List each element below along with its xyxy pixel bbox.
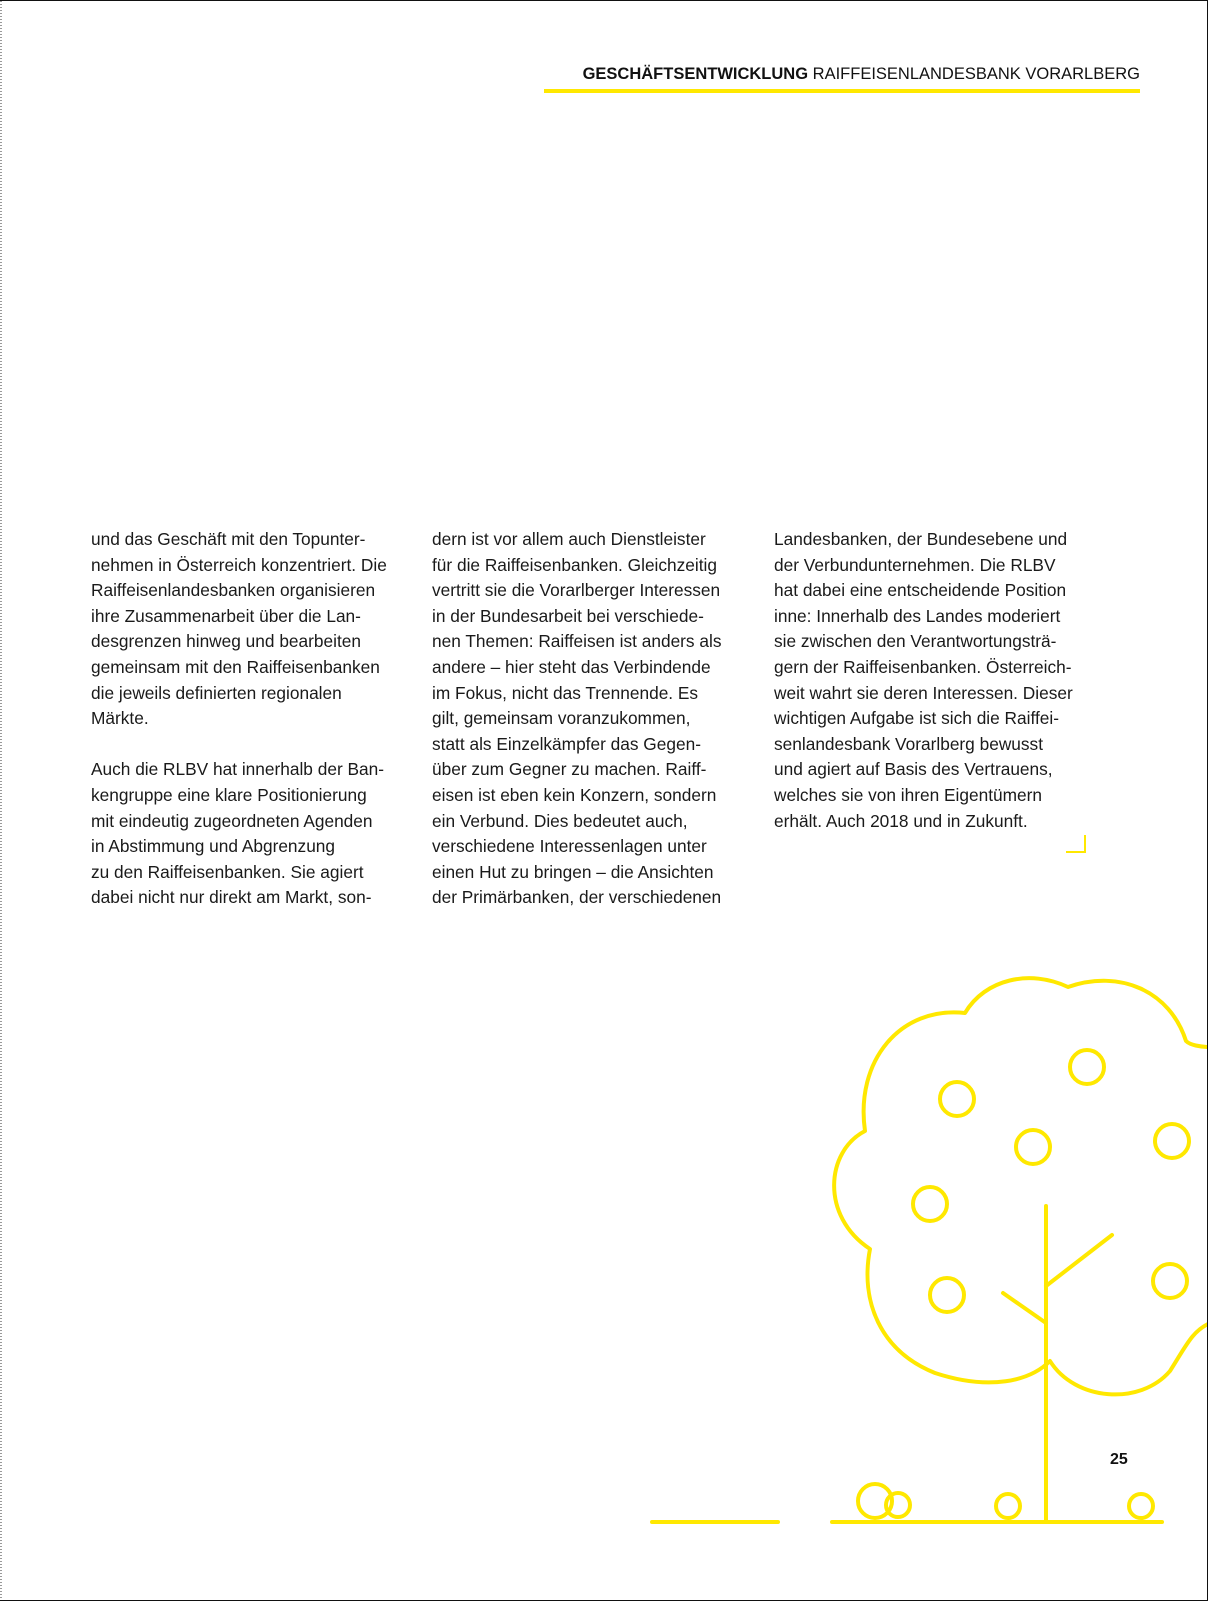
fruit-icon	[1070, 1050, 1104, 1084]
page-number: 25	[1110, 1451, 1128, 1468]
fruit-icon	[1153, 1264, 1187, 1298]
fallen-fruit-icon	[1129, 1494, 1153, 1518]
header-subtitle: RAIFFEISENLANDESBANK VORARLBERG	[812, 65, 1140, 83]
fallen-fruit-icon	[996, 1494, 1020, 1518]
paragraph: Auch die RLBV hat innerhalb der Ban- kengruppe eine klare Positionierung mit eindeutig zugeordneten Agenden in Abstimmung und Abgrenzung zu den Raiffeisenbanken. Sie agiert dabei nicht nur direkt am Markt, son-	[91, 759, 385, 908]
fruit-icon	[940, 1082, 974, 1116]
tree-branch-left	[1003, 1293, 1046, 1323]
tree-crown-outline	[834, 978, 1207, 1394]
paragraph: Landesbanken, der Bundesebene und der Verbundunternehmen. Die RLBV hat dabei eine entscheidende Position inne: Innerhalb des Landes moderiert sie zwischen den Verantwortungsträ- gern der Raiffeisenbanken. Österreich- weit wahrt sie deren Interessen. Dieser wichtigen Aufgabe ist sich die Raiffei- senlandesbank Vorarlberg bewusst und agiert auf Basis des Vertrauens, welches sie von ihren Eigentümern erhält. Auch 2018 und in Zukunft.	[774, 529, 1073, 831]
fruit-icon	[1155, 1124, 1189, 1158]
tree-branch-right	[1046, 1235, 1112, 1286]
fruit-tree-icon	[0, 1, 1207, 1600]
header-section: GESCHÄFTSENTWICKLUNG	[582, 65, 809, 83]
fruit-icon	[930, 1278, 964, 1312]
fruit-icon	[1016, 1130, 1050, 1164]
fruit-icon	[913, 1187, 947, 1221]
paragraph: und das Geschäft mit den Topunter- nehmen in Österreich konzentriert. Die Raiffeisenlandesbanken organisieren ihre Zusammenarbeit über die Lan- desgrenzen hinweg und bearbeiten gemeinsam mit den Raiffeisenbanken die jeweils definierten regionalen Märkte.	[91, 529, 387, 729]
paragraph: dern ist vor allem auch Dienstleister für die Raiffeisenbanken. Gleichzeitig vertritt sie die Vorarlberger Interessen in der Bundesarbeit bei verschiede- nen Themen: Raiffeisen ist anders als andere – hier steht das Verbindende im Fokus, nicht das Trennende. Es gilt, gemeinsam voranzukommen, statt als Einzelkämpfer das Gegen- über zum Gegner zu machen. Raiff- eisen ist eben kein Konzern, sondern ein Verbund. Dies bedeutet auch, verschiedene Interessenlagen unter einen Hut zu bringen – die Ansichten der Primärbanken, der verschiedenen	[432, 529, 722, 908]
